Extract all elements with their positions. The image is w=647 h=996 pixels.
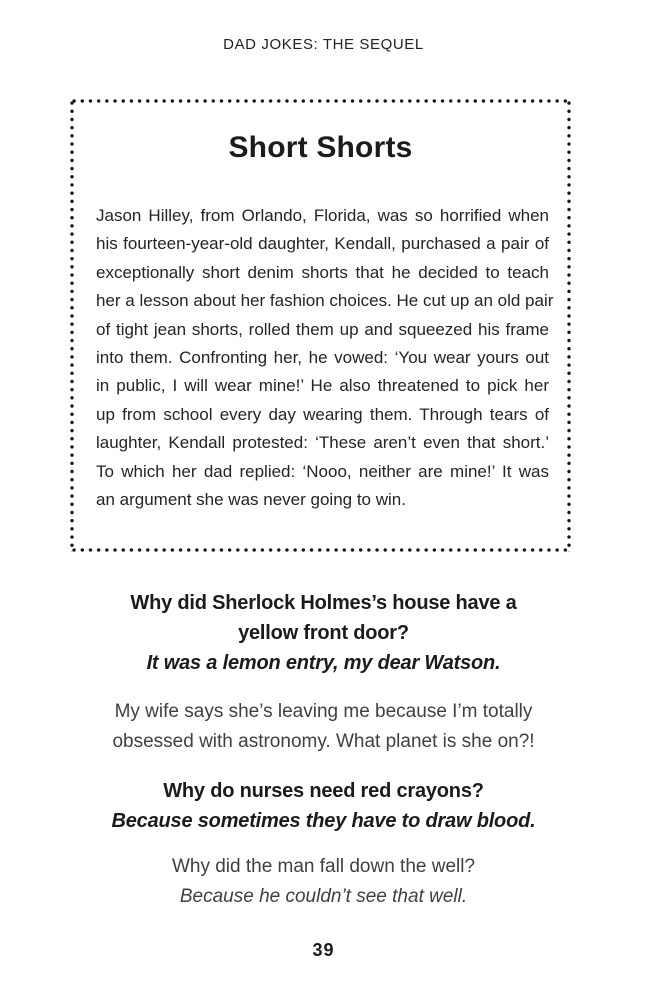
joke-answer: Because sometimes they have to draw blood. (111, 810, 536, 832)
joke-question-line: Why do nurses need red crayons? (163, 780, 484, 802)
story-paragraph-line: of tight jean shorts, rolled them up and squeezed his frame (96, 319, 549, 339)
joke-item (0, 776, 647, 836)
story-paragraph-line: her a lesson about her fashion choices. He cut up an old pair (96, 291, 554, 311)
story-paragraph-line: an argument she was never going to win. (96, 490, 406, 510)
story-paragraph-line: To which her dad replied: ‘Nooo, neither are mine!’ It was (96, 461, 549, 481)
joke-item (0, 852, 647, 912)
story-paragraph-line: Jason Hilley, from Orlando, Florida, was so horrified when (96, 206, 549, 225)
jokes-section (0, 588, 647, 931)
story-paragraph-line: his fourteen-year-old daughter, Kendall, purchased a pair of (96, 234, 549, 254)
story-paragraph-line: into them. Confronting her, he vowed: ‘You wear yours out (96, 348, 549, 368)
story-paragraph-line: up from school every day wearing them. Through tears of (96, 404, 549, 424)
joke-item (0, 588, 647, 678)
story-paragraph-line: laughter, Kendall protested: ‘These aren’t even that short.’ (96, 433, 549, 453)
joke-question-line: My wife says she’s leaving me because I’m totally (114, 701, 533, 722)
story-title: Short Shorts (228, 131, 413, 164)
joke-item (0, 697, 647, 757)
story-box (70, 99, 571, 552)
story-paragraph-line: exceptionally short denim shorts that he decided to teach (96, 262, 549, 282)
joke-answer: It was a lemon entry, my dear Watson. (146, 652, 501, 674)
joke-answer: Because he couldn’t see that well. (179, 886, 468, 907)
joke-question-line: obsessed with astronomy. What planet is she on?! (112, 731, 535, 752)
joke-question-line: Why did Sherlock Holmes’s house have a (130, 592, 517, 614)
joke-question-line: yellow front door? (238, 622, 409, 644)
page-number: 39 (312, 940, 335, 960)
story-paragraph-line: in public, I will wear mine!’ He also threatened to pick her (96, 376, 549, 396)
joke-question-line: Why did the man fall down the well? (171, 856, 476, 877)
running-head: DAD JOKES: THE SEQUEL (223, 36, 424, 53)
story-paragraph (96, 202, 554, 514)
